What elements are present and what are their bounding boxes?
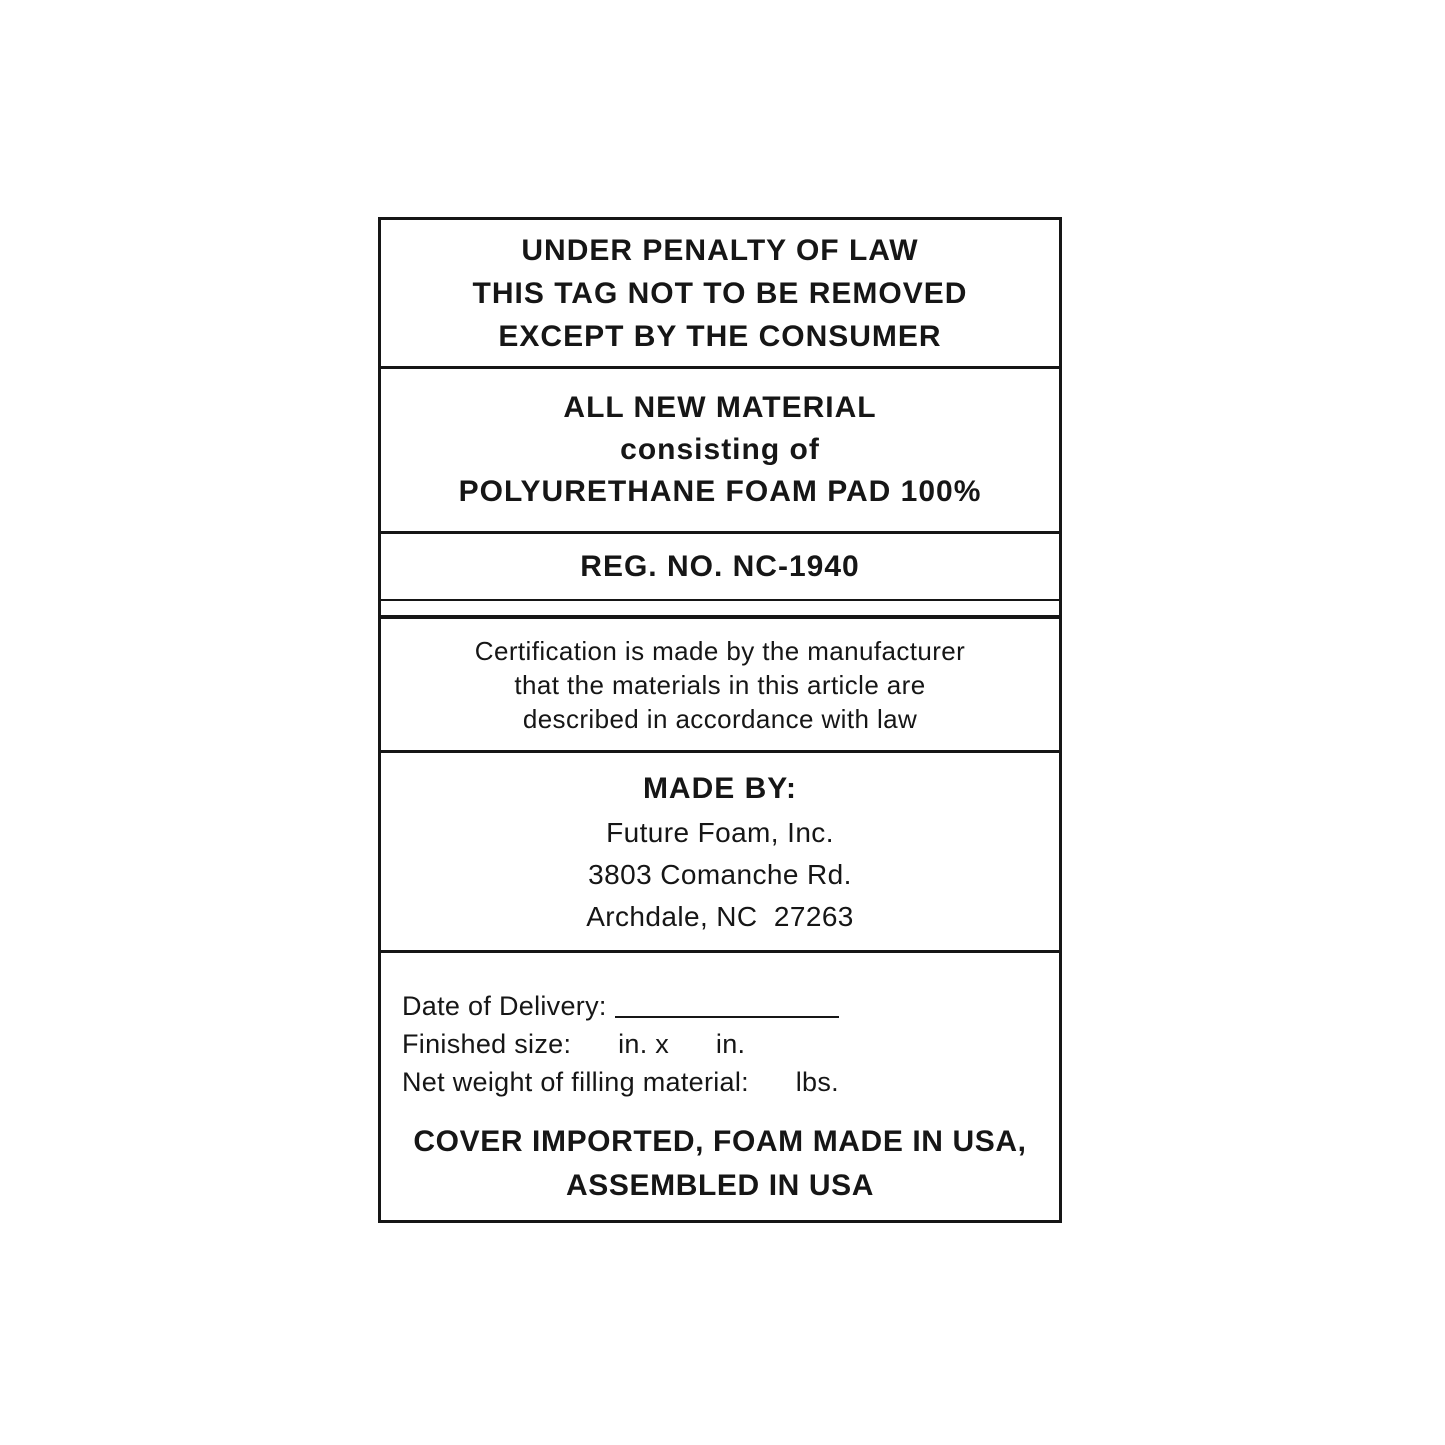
material-line-2: consisting of — [620, 433, 820, 466]
penalty-line-2: THIS TAG NOT TO BE REMOVED — [472, 276, 968, 310]
made-by-heading: MADE BY: — [642, 771, 798, 805]
date-of-delivery-blank — [615, 1016, 839, 1018]
material-line-3: POLYURETHANE FOAM PAD 100% — [458, 475, 982, 508]
law-label-tag — [378, 217, 1062, 1223]
finished-size-row: Finished size: in. x in. — [402, 1029, 746, 1059]
fill-in-fields — [381, 953, 1059, 1101]
origin-line-1: COVER IMPORTED, FOAM MADE IN USA, — [413, 1125, 1027, 1158]
registration-section — [381, 531, 1059, 599]
origin-statement — [381, 1120, 1059, 1220]
manufacturer-name: Future Foam, Inc. — [606, 816, 834, 848]
certification-line-2: that the materials in this article are — [514, 669, 926, 700]
penalty-section — [381, 220, 1059, 366]
made-by-section — [381, 750, 1059, 950]
details-section — [381, 950, 1059, 1220]
date-of-delivery-row — [402, 987, 1059, 1025]
date-of-delivery-label: Date of Delivery: — [402, 991, 607, 1021]
certification-section — [381, 615, 1059, 750]
origin-line-2: ASSEMBLED IN USA — [566, 1169, 874, 1202]
certification-line-1: Certification is made by the manufacturer — [474, 635, 966, 666]
manufacturer-city: Archdale, NC 27263 — [586, 900, 854, 932]
material-section — [381, 366, 1059, 531]
manufacturer-street: 3803 Comanche Rd. — [588, 858, 852, 890]
material-line-1: ALL NEW MATERIAL — [563, 391, 877, 424]
registration-number: REG. NO. NC-1940 — [580, 550, 860, 583]
penalty-line-1: UNDER PENALTY OF LAW — [521, 233, 919, 267]
certification-line-3: described in accordance with law — [522, 703, 918, 734]
double-rule-divider — [381, 599, 1059, 615]
net-weight-row: Net weight of filling material: lbs. — [402, 1067, 839, 1097]
penalty-line-3: EXCEPT BY THE CONSUMER — [498, 319, 942, 353]
